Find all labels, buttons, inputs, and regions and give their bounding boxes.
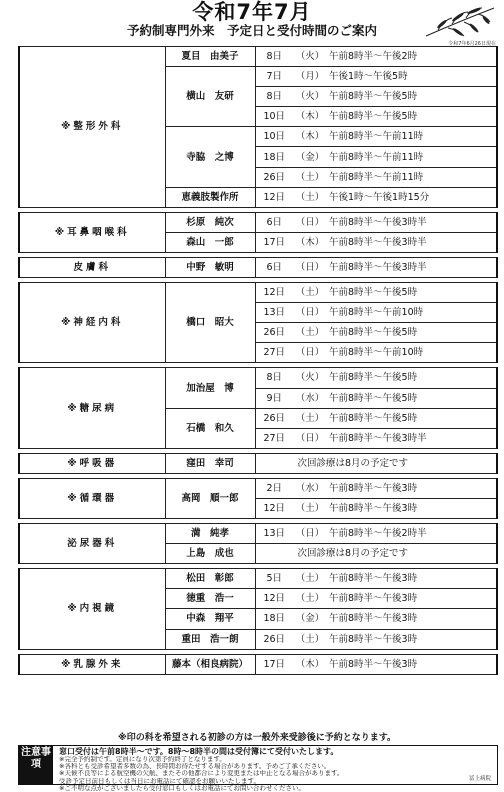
- doctor-cell: 寺脇 之博: [165, 127, 255, 187]
- time-cell: 午前8時半～午後3時: [327, 609, 497, 629]
- date-cell: 13日: [255, 303, 293, 323]
- date-cell: 26日: [255, 408, 293, 428]
- weekday-cell: （土）: [293, 187, 327, 207]
- department-cell: ※内視鏡: [19, 569, 165, 649]
- time-cell: 午前8時半～午後5時: [327, 107, 497, 127]
- weekday-cell: （土）: [293, 323, 327, 343]
- weekday-cell: （土）: [293, 283, 327, 303]
- weekday-cell: （土）: [293, 498, 327, 518]
- doctor-cell: 中野 敏明: [165, 257, 255, 277]
- time-cell: 午前8時半～午前10時: [327, 343, 497, 363]
- doctor-cell: 石橋 和久: [165, 408, 255, 448]
- doctor-cell: 満 純孝: [165, 524, 255, 544]
- notice-label: 注意事項: [19, 746, 53, 784]
- date-cell: 26日: [255, 629, 293, 649]
- date-cell: 2日: [255, 478, 293, 498]
- notice-line: 受診予定日前日もしくは当日にお電話にて確認をお願いいたします。: [59, 777, 260, 785]
- date-cell: 13日: [255, 524, 293, 544]
- time-cell: 午前8時半～午後3時: [327, 478, 497, 498]
- doctor-cell: 森山 一郎: [165, 232, 255, 252]
- notice-line: ※各科とも受診希望者多数の為、長時間お待たせする場合があります。予めご了承ください。: [59, 763, 331, 771]
- date-cell: 10日: [255, 107, 293, 127]
- doctor-cell: 橋口 昭大: [165, 283, 255, 363]
- table-row: [19, 524, 497, 544]
- date-cell: 5日: [255, 569, 293, 589]
- doctor-cell: 中森 翔平: [165, 609, 255, 629]
- schedule-table: [18, 46, 498, 675]
- date-cell: 6日: [255, 212, 293, 232]
- time-cell: 午前8時半～午後5時: [327, 388, 497, 408]
- doctor-cell: 夏目 由美子: [165, 47, 255, 67]
- page-subtitle: 予約制専門外来 予定日と受付時間のご案内: [126, 23, 377, 38]
- time-cell: 午前8時半～午前11時: [327, 167, 497, 187]
- department-cell: ※神経内科: [19, 283, 165, 363]
- time-cell: 午前8時半～午後5時: [327, 87, 497, 107]
- doctor-cell: 高岡 順一郎: [165, 478, 255, 518]
- date-cell: 12日: [255, 187, 293, 207]
- date-cell: 27日: [255, 343, 293, 363]
- weekday-cell: （日）: [293, 524, 327, 544]
- weekday-cell: （金）: [293, 147, 327, 167]
- doctor-cell: 藤本（相良病院）: [165, 654, 255, 674]
- department-cell: ※循環器: [19, 478, 165, 518]
- weekday-cell: （月）: [293, 67, 327, 87]
- weekday-cell: （火）: [293, 47, 327, 67]
- date-cell: 8日: [255, 87, 293, 107]
- table-row: [19, 453, 497, 473]
- weekday-cell: （水）: [293, 478, 327, 498]
- date-cell: 27日: [255, 428, 293, 448]
- table-row: [19, 47, 497, 67]
- notice-line: ※ご不明な点がございましたら受付窓口もしくはお電話にてお問い合わせください。: [59, 784, 305, 792]
- time-cell: 午前8時半～午後5時: [327, 368, 497, 388]
- time-cell: 午前8時半～午後3時半: [327, 257, 497, 277]
- time-cell: 午前8時半～午前10時: [327, 303, 497, 323]
- date-cell: 12日: [255, 283, 293, 303]
- footnote: ※印の科を希望される初診の方は一般外来受診後に予約となります。: [117, 733, 397, 743]
- weekday-cell: （火）: [293, 368, 327, 388]
- notice-line: ※天候不良等による航空機の欠航、またその他都合により変更または中止となる場合があります。: [59, 770, 344, 778]
- department-cell: ※耳鼻咽喉科: [19, 212, 165, 252]
- date-cell: 18日: [255, 147, 293, 167]
- weekday-cell: （木）: [293, 654, 327, 674]
- date-cell: 9日: [255, 388, 293, 408]
- time-cell: 午前8時半～午後3時半: [327, 428, 497, 448]
- date-cell: 8日: [255, 368, 293, 388]
- weekday-cell: （日）: [293, 303, 327, 323]
- schedule-note-cell: 次回診療は8月の予定です: [255, 544, 497, 564]
- weekday-cell: （金）: [293, 609, 327, 629]
- date-cell: 6日: [255, 257, 293, 277]
- weekday-cell: （土）: [293, 589, 327, 609]
- department-cell: ※糖尿病: [19, 368, 165, 448]
- department-cell: 皮膚科: [19, 257, 165, 277]
- table-row: [19, 654, 497, 674]
- time-cell: 午前8時半～午後2時半: [327, 524, 497, 544]
- weekday-cell: （日）: [293, 212, 327, 232]
- doctor-cell: 恵義肢製作所: [165, 187, 255, 207]
- time-cell: 午前8時半～午後5時: [327, 283, 497, 303]
- doctor-cell: 上島 成也: [165, 544, 255, 564]
- time-cell: 午前8時半～午前11時: [327, 127, 497, 147]
- doctor-cell: 徳重 浩一: [165, 589, 255, 609]
- doctor-cell: 窪田 幸司: [165, 453, 255, 473]
- time-cell: 午前8時半～午後3時半: [327, 232, 497, 252]
- department-cell: ※呼吸器: [19, 453, 165, 473]
- weekday-cell: （土）: [293, 167, 327, 187]
- date-cell: 12日: [255, 498, 293, 518]
- weekday-cell: （日）: [293, 343, 327, 363]
- weekday-cell: （火）: [293, 87, 327, 107]
- time-cell: 午後1時～午後1時15分: [327, 187, 497, 207]
- doctor-cell: 加治屋 博: [165, 368, 255, 408]
- notice-line: ※完全予約制です。定員になり次第予約終了となります。: [59, 756, 226, 763]
- hospital-name: 冨上病院: [468, 776, 491, 782]
- table-row: [19, 478, 497, 498]
- weekday-cell: （日）: [293, 428, 327, 448]
- department-cell: ※整形外科: [19, 47, 165, 208]
- weekday-cell: （日）: [293, 257, 327, 277]
- table-row: [19, 569, 497, 589]
- time-cell: 午前8時半～午後5時: [327, 408, 497, 428]
- time-cell: 午前8時半～午後3時: [327, 629, 497, 649]
- weekday-cell: （土）: [293, 569, 327, 589]
- time-cell: 午前8時半～午後3時: [327, 589, 497, 609]
- time-cell: 午前8時半～午前11時: [327, 147, 497, 167]
- table-row: [19, 283, 497, 303]
- time-cell: 午前8時半～午後3時: [327, 569, 497, 589]
- date-cell: 26日: [255, 167, 293, 187]
- time-cell: 午前8時半～午後3時: [327, 654, 497, 674]
- schedule-note-cell: 次回診療は8月の予定です: [255, 453, 497, 473]
- notice-box: [18, 745, 498, 792]
- date-cell: 7日: [255, 67, 293, 87]
- doctor-cell: 重田 浩一朗: [165, 629, 255, 649]
- date-cell: 12日: [255, 589, 293, 609]
- table-row: [19, 212, 497, 232]
- department-cell: 泌尿器科: [19, 524, 165, 564]
- page-title: 令和7年7月: [192, 0, 312, 24]
- time-cell: 午前8時半～午後3時: [327, 498, 497, 518]
- table-row: [19, 368, 497, 388]
- date-note: 令和7年6月26日現在: [448, 41, 496, 47]
- time-cell: 午後1時～午後5時: [327, 67, 497, 87]
- date-cell: 10日: [255, 127, 293, 147]
- doctor-cell: 横山 友研: [165, 67, 255, 127]
- date-cell: 26日: [255, 323, 293, 343]
- date-cell: 17日: [255, 654, 293, 674]
- time-cell: 午前8時半～午後5時: [327, 323, 497, 343]
- weekday-cell: （木）: [293, 232, 327, 252]
- department-cell: ※乳腺外来: [19, 654, 165, 674]
- doctor-cell: 松田 彰郎: [165, 569, 255, 589]
- date-cell: 18日: [255, 609, 293, 629]
- time-cell: 午前8時半～午後2時: [327, 47, 497, 67]
- date-cell: 17日: [255, 232, 293, 252]
- weekday-cell: （土）: [293, 629, 327, 649]
- weekday-cell: （木）: [293, 107, 327, 127]
- weekday-cell: （土）: [293, 408, 327, 428]
- table-row: [19, 257, 497, 277]
- notice-line: 窓口受付は午前8時半～です。8時～8時半の間は受付簿にて受付いたします。: [59, 747, 339, 756]
- doctor-cell: 杉原 純次: [165, 212, 255, 232]
- weekday-cell: （水）: [293, 388, 327, 408]
- notice-lines: [59, 747, 493, 792]
- time-cell: 午前8時半～午後3時半: [327, 212, 497, 232]
- date-cell: 8日: [255, 47, 293, 67]
- weekday-cell: （木）: [293, 127, 327, 147]
